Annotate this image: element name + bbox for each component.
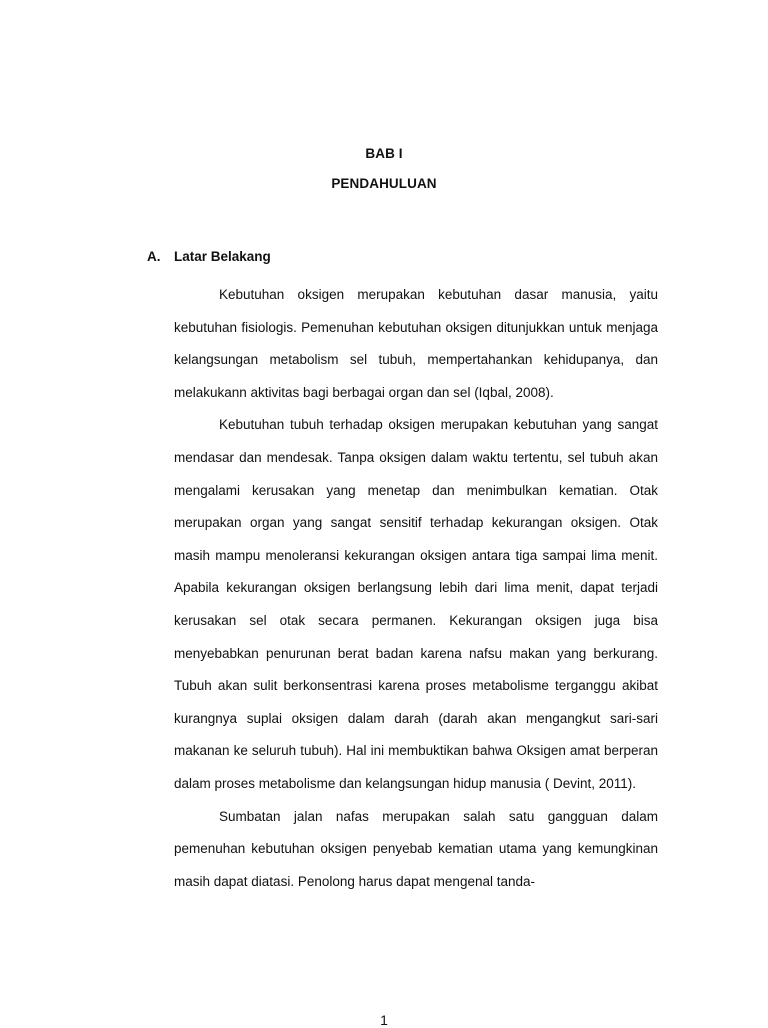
paragraph-1: Kebutuhan oksigen merupakan kebutuhan dasar manusia, yaitu kebutuhan fisiologis. Pemenuhan kebutuhan oksigen ditunjukkan untuk menjaga kelangsungan metabolism sel tubuh, mempertahankan kehidupanya, dan melakukann aktivitas bagi berbagai organ dan sel (Iqbal, 2008). xyxy=(174,287,658,400)
chapter-number: BAB I xyxy=(365,146,403,161)
chapter-title: PENDAHULUAN xyxy=(331,176,437,191)
section-heading xyxy=(147,249,271,264)
section-title: Latar Belakang xyxy=(174,249,271,264)
section-letter: A. xyxy=(147,249,161,264)
paragraph-2: Kebutuhan tubuh terhadap oksigen merupakan kebutuhan yang sangat mendasar dan mendesak. Tanpa oksigen dalam waktu tertentu, sel tubuh akan mengalami kerusakan yang menetap dan menimbulkan kematian. Otak merupakan organ yang sangat sensitif terhadap kekurangan oksigen. Otak masih mampu menoleransi kekurangan oksigen antara tiga sampai lima menit. Apabila kekurangan oksigen berlangsung lebih dari lima menit, dapat terjadi kerusakan sel otak secara permanen. Kekurangan oksigen juga bisa menyebabkan penurunan berat badan karena nafsu makan yang berkurang. Tubuh akan sulit berkonsentrasi karena proses metabolisme terganggu akibat kurangnya suplai oksigen dalam darah (darah akan mengangkut sari-sari makanan ke seluruh tubuh). Hal ini membuktikan bahwa Oksigen amat berperan dalam proses metabolisme dan kelangsungan hidup manusia ( Devint, 2011). xyxy=(174,417,658,791)
body-text xyxy=(174,279,658,898)
page-number: 1 xyxy=(380,1012,388,1028)
paragraph-3: Sumbatan jalan nafas merupakan salah satu gangguan dalam pemenuhan kebutuhan oksigen penyebab kematian utama yang kemungkinan masih dapat diatasi. Penolong harus dapat mengenal tanda- xyxy=(174,808,658,889)
